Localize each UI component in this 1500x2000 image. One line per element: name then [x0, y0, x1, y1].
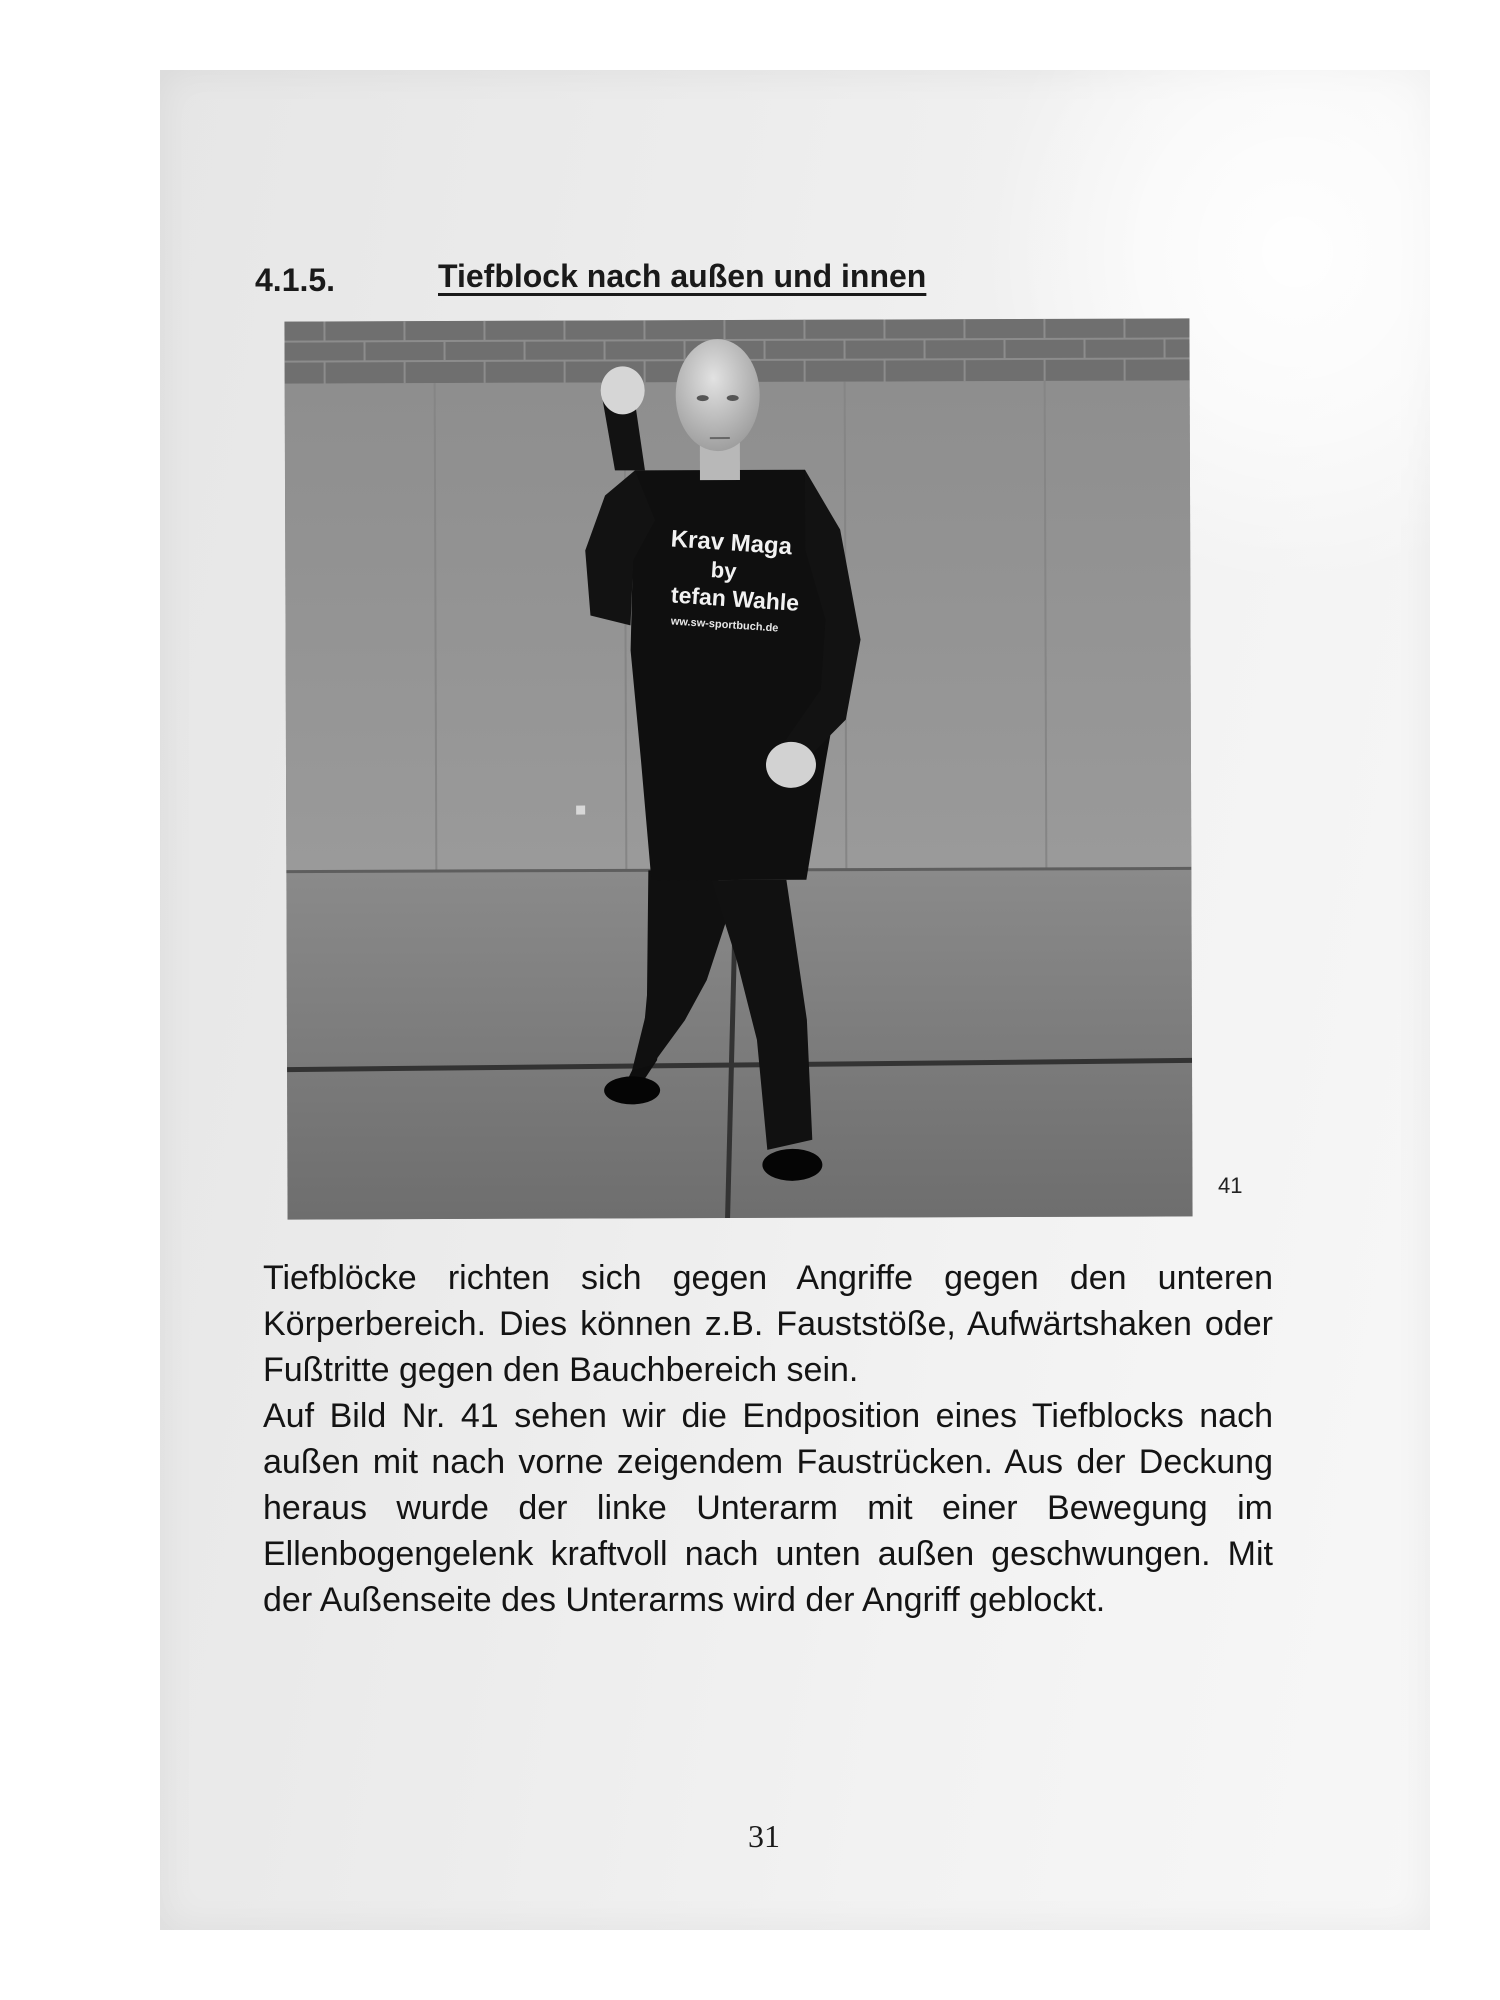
figure-number: 41	[1218, 1173, 1243, 1198]
paragraph-2: Auf Bild Nr. 41 sehen wir die Endposition eines Tiefblocks nach außen mit nach vorne zeigendem Faustrücken. Aus der Deckung heraus wurde der linke Unterarm mit einer Bewegung im Ellenbogengelenk kraftvoll nach unten außen geschwungen. Mit der Außenseite des Unterarms wird der Angriff geblockt.	[263, 1397, 1273, 1619]
section-title: Tiefblock nach außen und innen	[438, 258, 927, 294]
shirt-text-line4: ww.sw-sportbuch.de	[670, 615, 779, 635]
paragraph-1: Tiefblöcke richten sich gegen Angriffe gegen den unteren Körperbereich. Dies können z.B. Fauststöße, Aufwärtshaken oder Fußtritte gegen den Bauchbereich sein.	[263, 1259, 1273, 1389]
photo-figure-41	[284, 318, 1192, 1219]
shirt-text-line2: by	[710, 557, 738, 584]
section-number: 4.1.5.	[255, 262, 336, 298]
page-number: 31	[748, 1818, 780, 1854]
shirt-text-line3: tefan Wahle	[670, 581, 800, 616]
shirt-text-line1: Krav Maga	[669, 525, 793, 561]
body-text	[263, 1255, 1273, 1623]
